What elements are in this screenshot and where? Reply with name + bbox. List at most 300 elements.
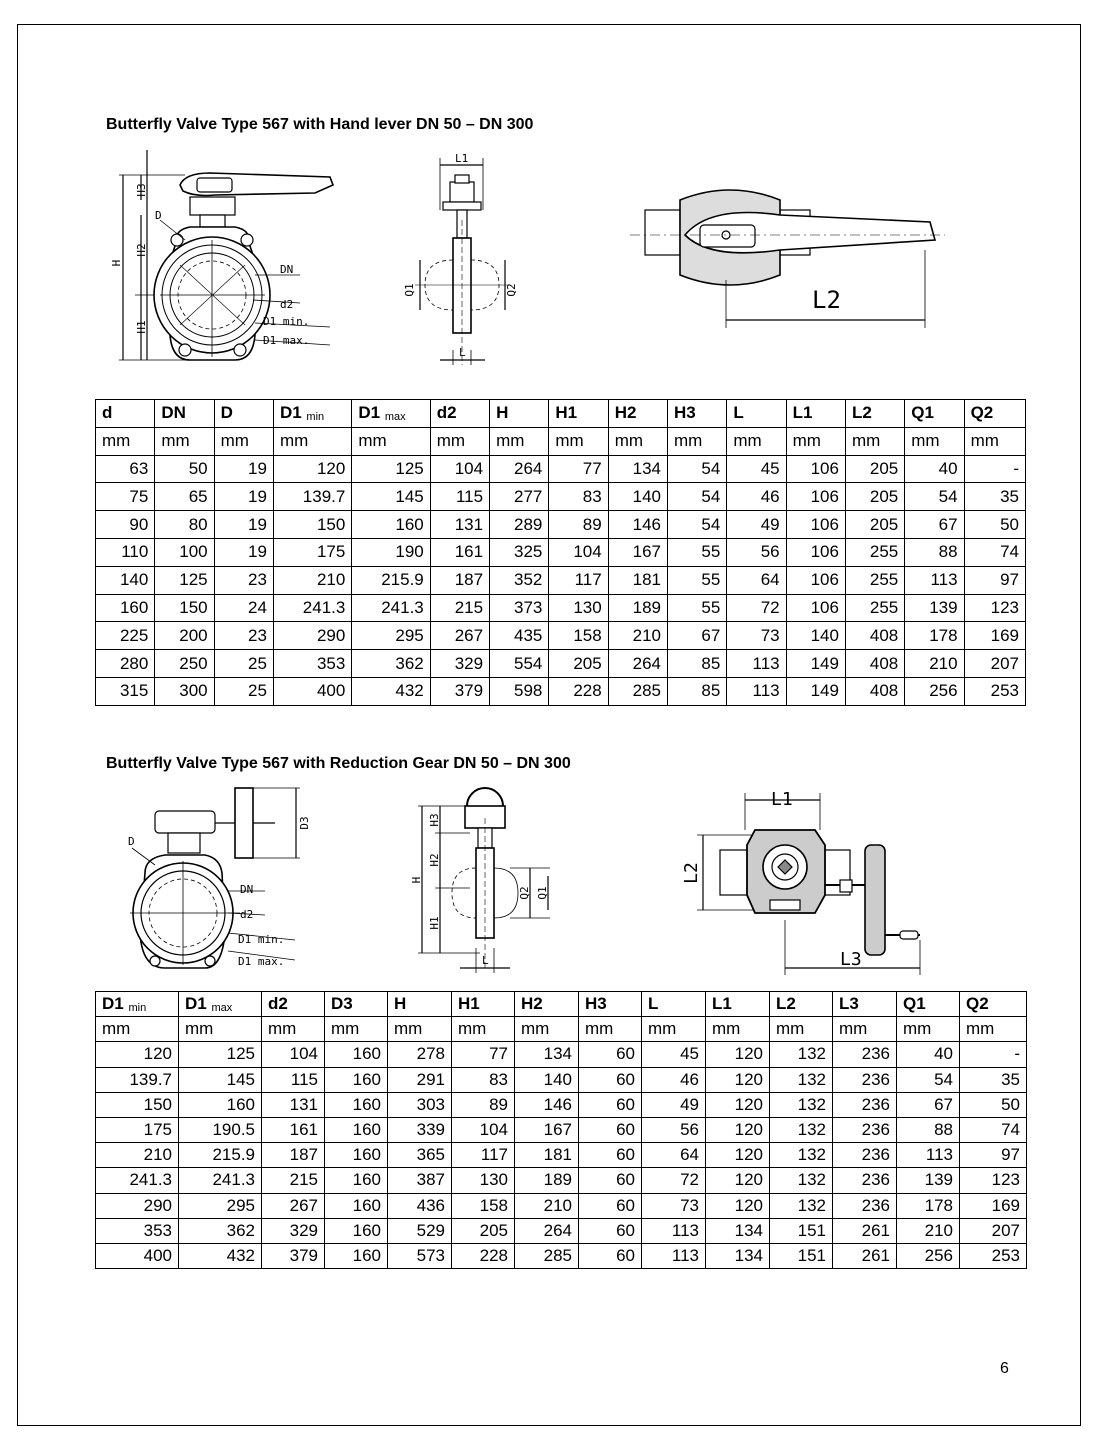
table-cell: 145: [179, 1067, 262, 1092]
table-cell: 241.3: [96, 1168, 179, 1193]
label-l3: L3: [840, 949, 862, 970]
table-cell: 115: [262, 1067, 325, 1092]
table-cell: 598: [490, 677, 549, 705]
table-cell: 408: [845, 650, 904, 678]
label-h1: H1: [428, 916, 441, 930]
table-cell: 151: [770, 1218, 833, 1243]
column-header: [727, 400, 786, 428]
table-cell: 158: [549, 622, 608, 650]
table-cell: 352: [490, 566, 549, 594]
table-cell: 256: [905, 677, 964, 705]
column-header: [770, 992, 833, 1017]
table-cell: 267: [262, 1193, 325, 1218]
table-cell: 132: [770, 1117, 833, 1142]
column-header-label: d2: [436, 403, 457, 423]
table-cell: 264: [490, 455, 549, 483]
table-cell: 261: [833, 1243, 897, 1268]
table-cell: 145: [352, 483, 430, 511]
table-cell: 289: [490, 511, 549, 539]
column-header-label: H: [394, 994, 407, 1014]
table-cell: 181: [608, 566, 667, 594]
table-cell: 46: [642, 1067, 706, 1092]
column-header-label: Q1: [911, 403, 934, 423]
table-cell: 379: [262, 1243, 325, 1268]
column-header: [515, 992, 579, 1017]
table-cell: 113: [727, 677, 786, 705]
table-cell: 400: [273, 677, 351, 705]
table-row: [96, 1168, 1027, 1193]
table-cell: 228: [549, 677, 608, 705]
table-cell: 325: [490, 538, 549, 566]
column-header: [668, 400, 727, 428]
table-cell: 120: [706, 1042, 770, 1067]
table-cell: 35: [960, 1067, 1027, 1092]
table-cell: 110: [96, 538, 155, 566]
table-cell: 267: [430, 622, 489, 650]
label-q1: Q1: [403, 283, 416, 297]
table-cell: 160: [325, 1117, 388, 1142]
table-cell: 50: [155, 455, 214, 483]
table-cell: 132: [770, 1143, 833, 1168]
dimensions-table-reduction-gear: [95, 991, 1027, 1269]
table-cell: 290: [96, 1193, 179, 1218]
table-cell: 241.3: [179, 1168, 262, 1193]
table-cell: 408: [845, 622, 904, 650]
label-h: H: [110, 259, 123, 267]
table-cell: 205: [452, 1218, 515, 1243]
table-cell: 436: [388, 1193, 452, 1218]
table-cell: 19: [214, 455, 273, 483]
table-cell: 255: [845, 566, 904, 594]
table-row: [96, 1092, 1027, 1117]
table-cell: 40: [897, 1042, 960, 1067]
column-header: [352, 400, 430, 428]
table-cell: 187: [262, 1143, 325, 1168]
table-cell: 139.7: [96, 1067, 179, 1092]
page-number: 6: [1000, 1360, 1009, 1377]
table-cell: 529: [388, 1218, 452, 1243]
column-header-label: DN: [161, 403, 186, 423]
table-cell: 256: [897, 1243, 960, 1268]
table-cell: 207: [964, 650, 1025, 678]
table-cell: 46: [727, 483, 786, 511]
table-cell: 60: [579, 1218, 642, 1243]
column-header: [549, 400, 608, 428]
table-cell: 210: [905, 650, 964, 678]
column-header: [96, 992, 179, 1017]
table-cell: 253: [960, 1243, 1027, 1268]
table-cell: 113: [727, 650, 786, 678]
unit-cell: mm: [706, 1017, 770, 1042]
table-cell: 432: [352, 677, 430, 705]
table-cell: 150: [273, 511, 351, 539]
column-header: [388, 992, 452, 1017]
table-cell: 23: [214, 622, 273, 650]
table-cell: 149: [786, 650, 845, 678]
table-cell: 264: [515, 1218, 579, 1243]
table-cell: 106: [786, 455, 845, 483]
table-cell: 210: [515, 1193, 579, 1218]
table-cell: 54: [905, 483, 964, 511]
column-header-label: L: [733, 403, 744, 423]
table-unit-row: [96, 427, 1026, 455]
table-cell: 285: [608, 677, 667, 705]
column-header: [262, 992, 325, 1017]
table-cell: 175: [273, 538, 351, 566]
table-cell: 189: [608, 594, 667, 622]
table-cell: 139: [897, 1168, 960, 1193]
table-row: [96, 650, 1026, 678]
table-cell: 60: [579, 1117, 642, 1142]
table-cell: 83: [452, 1067, 515, 1092]
table-cell: 54: [668, 455, 727, 483]
unit-cell: mm: [273, 427, 351, 455]
table-cell: 97: [964, 566, 1025, 594]
table-cell: 178: [897, 1193, 960, 1218]
unit-cell: mm: [579, 1017, 642, 1042]
table-row: [96, 1067, 1027, 1092]
table-cell: 89: [549, 511, 608, 539]
table-cell: 25: [214, 650, 273, 678]
table-cell: 67: [897, 1092, 960, 1117]
table-cell: 120: [273, 455, 351, 483]
table-cell: 132: [770, 1067, 833, 1092]
unit-cell: mm: [490, 427, 549, 455]
table-cell: 146: [608, 511, 667, 539]
table-cell: 132: [770, 1193, 833, 1218]
table-cell: 387: [388, 1168, 452, 1193]
table-cell: 329: [262, 1218, 325, 1243]
column-header-subscript: min: [306, 411, 325, 424]
column-header: [964, 400, 1025, 428]
table-cell: 210: [897, 1218, 960, 1243]
table-cell: 160: [179, 1092, 262, 1117]
table-cell: 207: [960, 1218, 1027, 1243]
table-cell: 117: [452, 1143, 515, 1168]
table-cell: 167: [608, 538, 667, 566]
table-row: [96, 1042, 1027, 1067]
label-q1: Q1: [536, 886, 549, 900]
table-cell: 169: [964, 622, 1025, 650]
table-cell: 250: [155, 650, 214, 678]
table-cell: 89: [452, 1092, 515, 1117]
table-cell: 160: [325, 1143, 388, 1168]
column-header: [706, 992, 770, 1017]
table-cell: 73: [727, 622, 786, 650]
column-header-label: H3: [585, 994, 607, 1014]
column-header-label: L2: [776, 994, 796, 1014]
table-cell: 134: [706, 1243, 770, 1268]
table-cell: 72: [727, 594, 786, 622]
table-row: [96, 566, 1026, 594]
table-cell: 353: [273, 650, 351, 678]
unit-cell: mm: [214, 427, 273, 455]
table-cell: 149: [786, 677, 845, 705]
unit-cell: mm: [964, 427, 1025, 455]
unit-cell: mm: [325, 1017, 388, 1042]
table-cell: 113: [642, 1243, 706, 1268]
table-cell: 35: [964, 483, 1025, 511]
table-cell: 225: [96, 622, 155, 650]
table-cell: -: [964, 455, 1025, 483]
column-header: [273, 400, 351, 428]
table-cell: 104: [452, 1117, 515, 1142]
table-cell: 277: [490, 483, 549, 511]
table-cell: 120: [706, 1092, 770, 1117]
unit-cell: mm: [155, 427, 214, 455]
table-header-row: [96, 400, 1026, 428]
drawing-reduction-gear-side: [410, 788, 570, 978]
column-header-label: Q2: [970, 403, 994, 423]
label-d1-min: D1 min.: [263, 315, 310, 328]
unit-cell: mm: [833, 1017, 897, 1042]
table-cell: 241.3: [352, 594, 430, 622]
column-header: [960, 992, 1027, 1017]
table-row: [96, 594, 1026, 622]
label-l1: L1: [771, 789, 793, 810]
table-cell: 60: [579, 1067, 642, 1092]
table-cell: 67: [668, 622, 727, 650]
table-cell: 167: [515, 1117, 579, 1142]
table-cell: 106: [786, 483, 845, 511]
unit-cell: mm: [727, 427, 786, 455]
table-cell: 158: [452, 1193, 515, 1218]
table-cell: 40: [905, 455, 964, 483]
unit-cell: mm: [452, 1017, 515, 1042]
table-cell: 291: [388, 1067, 452, 1092]
table-cell: 278: [388, 1042, 452, 1067]
unit-cell: mm: [897, 1017, 960, 1042]
table-cell: 140: [608, 483, 667, 511]
table-row: [96, 1143, 1027, 1168]
table-cell: 236: [833, 1168, 897, 1193]
table-cell: 115: [430, 483, 489, 511]
table-cell: 106: [786, 538, 845, 566]
column-header-label: d: [102, 403, 113, 423]
column-header-label: H1: [555, 403, 578, 423]
table-cell: 315: [96, 677, 155, 705]
drawing-hand-lever-top: [630, 180, 950, 335]
table-cell: 90: [96, 511, 155, 539]
column-header-label: H1: [458, 994, 480, 1014]
column-header-label: D1: [358, 403, 381, 423]
table-cell: 45: [727, 455, 786, 483]
table-cell: 132: [770, 1168, 833, 1193]
table-cell: 210: [273, 566, 351, 594]
table-cell: 131: [262, 1092, 325, 1117]
table-cell: 19: [214, 483, 273, 511]
table-cell: 134: [706, 1218, 770, 1243]
table-cell: 72: [642, 1168, 706, 1193]
label-d3: D3: [298, 816, 311, 830]
table-cell: 120: [96, 1042, 179, 1067]
table-cell: 56: [727, 538, 786, 566]
table-cell: 113: [642, 1218, 706, 1243]
table-cell: 125: [352, 455, 430, 483]
table-cell: 120: [706, 1143, 770, 1168]
table-cell: 67: [905, 511, 964, 539]
label-d1-min: D1 min.: [238, 933, 285, 946]
unit-cell: mm: [642, 1017, 706, 1042]
table-cell: 303: [388, 1092, 452, 1117]
column-header: [608, 400, 667, 428]
column-header: [214, 400, 273, 428]
label-q2: Q2: [505, 283, 518, 297]
table-cell: 160: [325, 1243, 388, 1268]
table-cell: 261: [833, 1218, 897, 1243]
drawing-hand-lever-side: [395, 150, 535, 370]
unit-cell: mm: [770, 1017, 833, 1042]
label-dn: DN: [240, 883, 254, 896]
column-header-label: D3: [331, 994, 353, 1014]
table-cell: 160: [325, 1042, 388, 1067]
table-cell: 150: [155, 594, 214, 622]
table-cell: 435: [490, 622, 549, 650]
table-cell: 55: [668, 566, 727, 594]
section-title-reduction-gear: Butterfly Valve Type 567 with Reduction Gear DN 50 – DN 300: [106, 755, 571, 772]
label-l1: L1: [455, 152, 469, 165]
column-header: [579, 992, 642, 1017]
column-header-subscript: max: [384, 411, 406, 424]
table-cell: 432: [179, 1243, 262, 1268]
table-cell: 134: [608, 455, 667, 483]
column-header-label: H3: [674, 403, 696, 423]
column-header-label: L1: [792, 403, 813, 423]
table-cell: 160: [96, 594, 155, 622]
table-cell: 85: [668, 677, 727, 705]
table-cell: 236: [833, 1117, 897, 1142]
table-cell: 64: [642, 1143, 706, 1168]
table-cell: 24: [214, 594, 273, 622]
table-cell: 139: [905, 594, 964, 622]
table-cell: 295: [179, 1193, 262, 1218]
unit-cell: mm: [352, 427, 430, 455]
table-cell: 365: [388, 1143, 452, 1168]
table-cell: 253: [964, 677, 1025, 705]
table-cell: 88: [905, 538, 964, 566]
table-row: [96, 1117, 1027, 1142]
column-header: [155, 400, 214, 428]
column-header-label: L: [648, 994, 659, 1014]
table-cell: 131: [430, 511, 489, 539]
table-cell: 80: [155, 511, 214, 539]
table-cell: 113: [897, 1143, 960, 1168]
table-cell: 25: [214, 677, 273, 705]
table-cell: 236: [833, 1042, 897, 1067]
table-cell: 160: [325, 1168, 388, 1193]
table-cell: 55: [668, 594, 727, 622]
table-cell: 353: [96, 1218, 179, 1243]
table-cell: 215: [430, 594, 489, 622]
table-cell: 160: [325, 1092, 388, 1117]
column-header: [490, 400, 549, 428]
column-header-label: L1: [712, 994, 732, 1014]
table-row: [96, 1218, 1027, 1243]
table-cell: 150: [96, 1092, 179, 1117]
unit-cell: mm: [549, 427, 608, 455]
table-cell: 215: [262, 1168, 325, 1193]
unit-cell: mm: [786, 427, 845, 455]
table-cell: 215.9: [352, 566, 430, 594]
table-cell: 285: [515, 1243, 579, 1268]
section-title-hand-lever: Butterfly Valve Type 567 with Hand lever DN 50 – DN 300: [106, 116, 534, 133]
column-header: [325, 992, 388, 1017]
column-header-label: H2: [521, 994, 543, 1014]
label-d1-max: D1 max.: [263, 334, 310, 347]
column-header-label: Q1: [903, 994, 926, 1014]
label-d: D: [128, 835, 135, 848]
table-cell: 77: [452, 1042, 515, 1067]
table-cell: 255: [845, 594, 904, 622]
label-l: L: [482, 954, 489, 967]
table-header-row: [96, 992, 1027, 1017]
table-cell: 74: [964, 538, 1025, 566]
table-cell: 49: [642, 1092, 706, 1117]
table-cell: 373: [490, 594, 549, 622]
table-cell: 236: [833, 1092, 897, 1117]
drawing-reduction-gear-front: [110, 783, 310, 978]
table-cell: 123: [964, 594, 1025, 622]
table-cell: 50: [960, 1092, 1027, 1117]
table-cell: 189: [515, 1168, 579, 1193]
unit-cell: mm: [668, 427, 727, 455]
table-cell: 132: [770, 1042, 833, 1067]
table-cell: 54: [897, 1067, 960, 1092]
column-header-label: H2: [614, 403, 637, 423]
table-cell: 140: [786, 622, 845, 650]
table-cell: -: [960, 1042, 1027, 1067]
table-cell: 56: [642, 1117, 706, 1142]
table-cell: 104: [549, 538, 608, 566]
label-dn: DN: [280, 263, 294, 276]
table-cell: 60: [579, 1042, 642, 1067]
label-l: L: [459, 346, 466, 359]
label-d2: d2: [240, 908, 254, 921]
unit-cell: mm: [262, 1017, 325, 1042]
table-cell: 113: [905, 566, 964, 594]
table-cell: 97: [960, 1143, 1027, 1168]
table-cell: 190.5: [179, 1117, 262, 1142]
unit-cell: mm: [845, 427, 904, 455]
column-header: [179, 992, 262, 1017]
table-cell: 125: [155, 566, 214, 594]
label-d2: d2: [280, 298, 294, 311]
label-d: D: [155, 209, 162, 222]
table-cell: 205: [845, 483, 904, 511]
table-cell: 362: [179, 1218, 262, 1243]
table-cell: 181: [515, 1143, 579, 1168]
column-header-label: d2: [268, 994, 288, 1014]
column-header-label: H: [496, 403, 509, 423]
table-row: [96, 1243, 1027, 1268]
table-cell: 140: [515, 1067, 579, 1092]
table-cell: 73: [642, 1193, 706, 1218]
table-cell: 139.7: [273, 483, 351, 511]
table-cell: 290: [273, 622, 351, 650]
column-header: [897, 992, 960, 1017]
table-cell: 236: [833, 1067, 897, 1092]
table-cell: 408: [845, 677, 904, 705]
table-cell: 280: [96, 650, 155, 678]
table-unit-row: [96, 1017, 1027, 1042]
unit-cell: mm: [388, 1017, 452, 1042]
table-cell: 160: [325, 1193, 388, 1218]
column-header-label: L3: [839, 994, 859, 1014]
table-cell: 169: [960, 1193, 1027, 1218]
table-cell: 329: [430, 650, 489, 678]
table-cell: 236: [833, 1143, 897, 1168]
table-cell: 130: [452, 1168, 515, 1193]
